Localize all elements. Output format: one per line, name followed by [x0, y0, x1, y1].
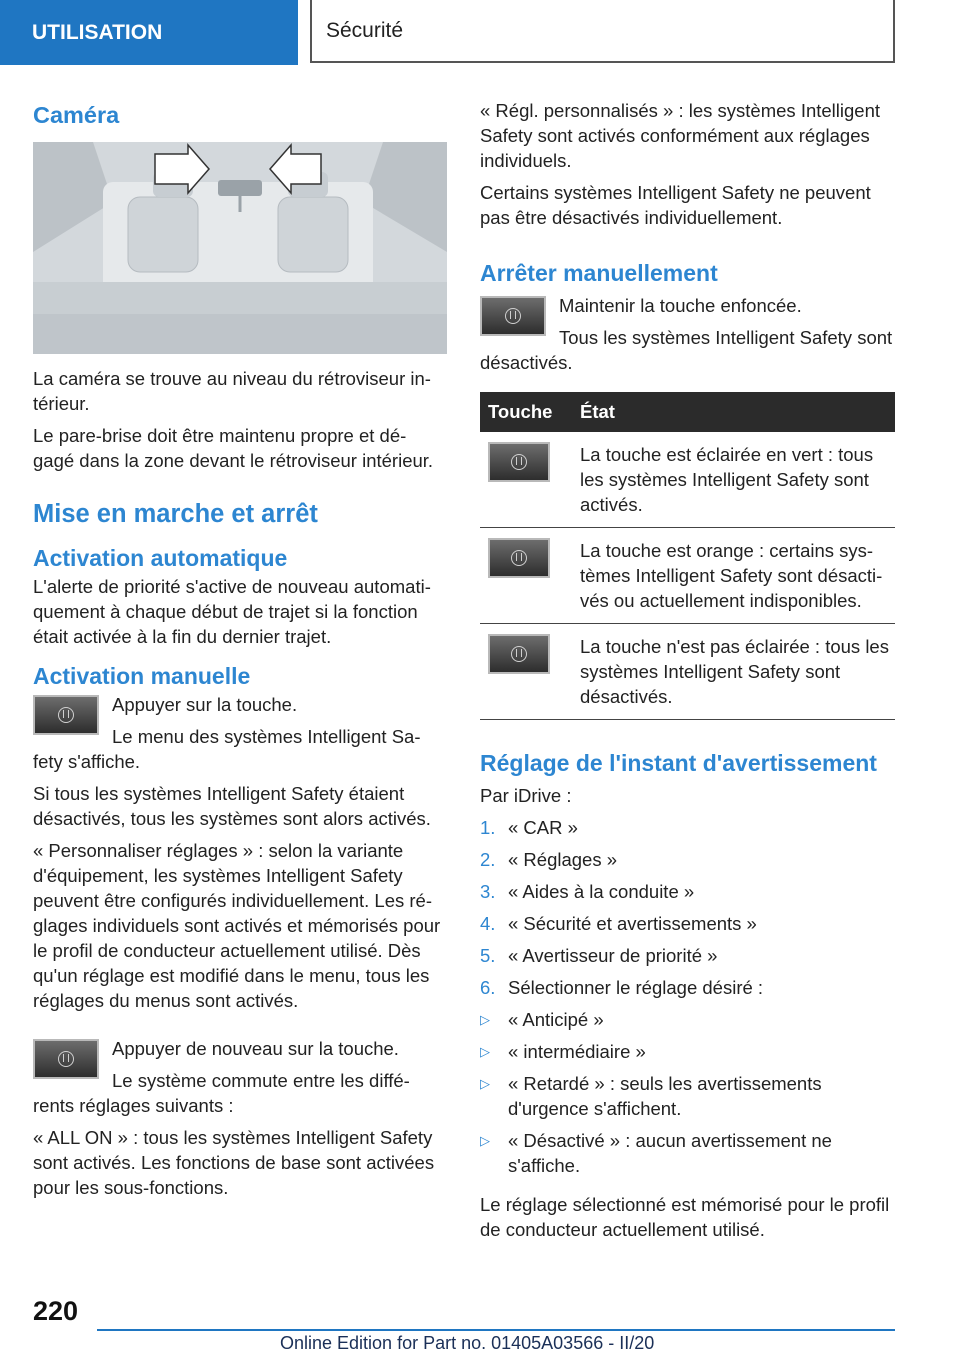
- arreter-text-2: Tous les systèmes Intelligent Safety sont désactivés.: [480, 327, 893, 373]
- chapter-title: UTILISATION: [32, 20, 163, 44]
- auto-text: L'alerte de priorité s'active de nouveau automati-quement à chaque début de trajet si la fonction était activée à la fin du dernier trajet.: [33, 576, 431, 647]
- again-text-3: « ALL ON » : tous les systèmes Intelligent Safety sont activés. Les fonctions de base sont activées pour les sous-fonctions.: [33, 1127, 435, 1198]
- table-header-touche: Touche: [480, 392, 572, 432]
- list-item: 6. Sélectionner le réglage désiré : ▷ « Anticipé » ▷ « intermédiaire » ▷ « Retardé » : seuls les avertissements d'urgence s'affichent. ▷ « Désactivé » : aucun avertissement ne s'affiche.: [480, 975, 895, 1185]
- left-column: [33, 98, 447, 1207]
- heading-activation-auto: Activation automatique: [33, 545, 288, 571]
- list-item: 5. « Avertisseur de priorité »: [480, 945, 718, 966]
- page-number: 220: [33, 1296, 79, 1326]
- intelligent-safety-button-icon-3: [480, 296, 546, 336]
- manuelle-text-4: « Personnaliser réglages » : selon la variante d'équipement, les systèmes Intelligent Safety peuvent être configurés individuellement. Les ré-glages individuels sont activés et mémorisés pour le profil de conducteur actuellement utilisé. Dès qu'un réglage est modifié dans le menu, tous les réglages du menus sont activés.: [33, 840, 441, 1011]
- button-icon-green: [488, 442, 550, 482]
- heading-activation-manuelle: Activation manuelle: [33, 663, 251, 689]
- table-row: [480, 432, 895, 528]
- manuelle-text-3: Si tous les systèmes Intelligent Safety étaient désactivés, tous les systèmes sont alors activés.: [33, 783, 431, 829]
- button-icon-off: [488, 634, 550, 674]
- table-row: [480, 528, 895, 624]
- table-row: [480, 624, 895, 720]
- state-table: [480, 392, 895, 720]
- list-item: 3. « Aides à la conduite »: [480, 881, 695, 902]
- footer-edition: Online Edition for Part no. 01405A03566 - II/20: [280, 1333, 655, 1353]
- final-text: Le réglage sélectionné est mémorisé pour le profil de conducteur actuellement utilisé.: [480, 1194, 890, 1240]
- button-icon-orange: [488, 538, 550, 578]
- section-title: Sécurité: [326, 18, 404, 42]
- section-header: [310, 0, 895, 63]
- list-item: 1. « CAR »: [480, 817, 578, 838]
- camera-text-2: Le pare-brise doit être maintenu propre et dé-gagé dans la zone devant le rétroviseur intérieur.: [33, 425, 434, 471]
- arreter-text-1: Maintenir la touche enfoncée.: [559, 295, 802, 316]
- right-column: [480, 98, 895, 1249]
- sub-item: ▷ « Désactivé » : aucun avertissement ne s'affiche.: [480, 1130, 832, 1176]
- intelligent-safety-button-icon-2: [33, 1039, 99, 1079]
- intelligent-safety-button-icon: [33, 695, 99, 735]
- list-item: 2. « Réglages »: [480, 849, 618, 870]
- state-text: La touche n'est pas éclairée : tous les systèmes Intelligent Safety sont désactivés.: [572, 624, 895, 720]
- table-header-etat: État: [572, 392, 895, 432]
- sub-item: ▷ « Anticipé »: [480, 1009, 604, 1030]
- footer-divider: [97, 1329, 895, 1331]
- list-item: 4. « Sécurité et avertissements »: [480, 913, 757, 934]
- again-text-1: Appuyer de nouveau sur la touche.: [112, 1038, 399, 1059]
- heading-arreter: Arrêter manuellement: [480, 260, 718, 286]
- certains-text: Certains systèmes Intelligent Safety ne peuvent pas être désactivés individuellement.: [480, 182, 871, 228]
- camera-text-1: La caméra se trouve au niveau du rétroviseur in-térieur.: [33, 368, 431, 414]
- camera-photo: [33, 142, 447, 354]
- sub-item: ▷ « intermédiaire »: [480, 1041, 646, 1062]
- heading-reglage: Réglage de l'instant d'avertissement: [480, 750, 877, 776]
- state-text: La touche est orange : certains sys-tèmes Intelligent Safety sont désacti-vés ou actuellement indisponibles.: [572, 528, 895, 624]
- again-text-2: Le système commute entre les diffé-rents réglages suivants :: [33, 1070, 410, 1116]
- heading-mise-en-marche: Mise en marche et arrêt: [33, 500, 318, 528]
- heading-camera: Caméra: [33, 102, 120, 128]
- manuelle-text-1: Appuyer sur la touche.: [112, 694, 298, 715]
- sub-item: ▷ « Retardé » : seuls les avertissements d'urgence s'affichent.: [480, 1073, 822, 1119]
- steps-list: [480, 815, 895, 1185]
- state-text: La touche est éclairée en vert : tous les systèmes Intelligent Safety sont activés.: [572, 432, 895, 528]
- manuelle-text-2: Le menu des systèmes Intelligent Sa-fety s'affiche.: [33, 726, 421, 772]
- sub-list: [480, 1007, 895, 1185]
- regl-text: « Régl. personnalisés » : les systèmes Intelligent Safety sont activés conformément aux réglages individuels.: [480, 100, 881, 171]
- par-idrive: Par iDrive :: [480, 785, 572, 806]
- chapter-tab: [0, 0, 298, 65]
